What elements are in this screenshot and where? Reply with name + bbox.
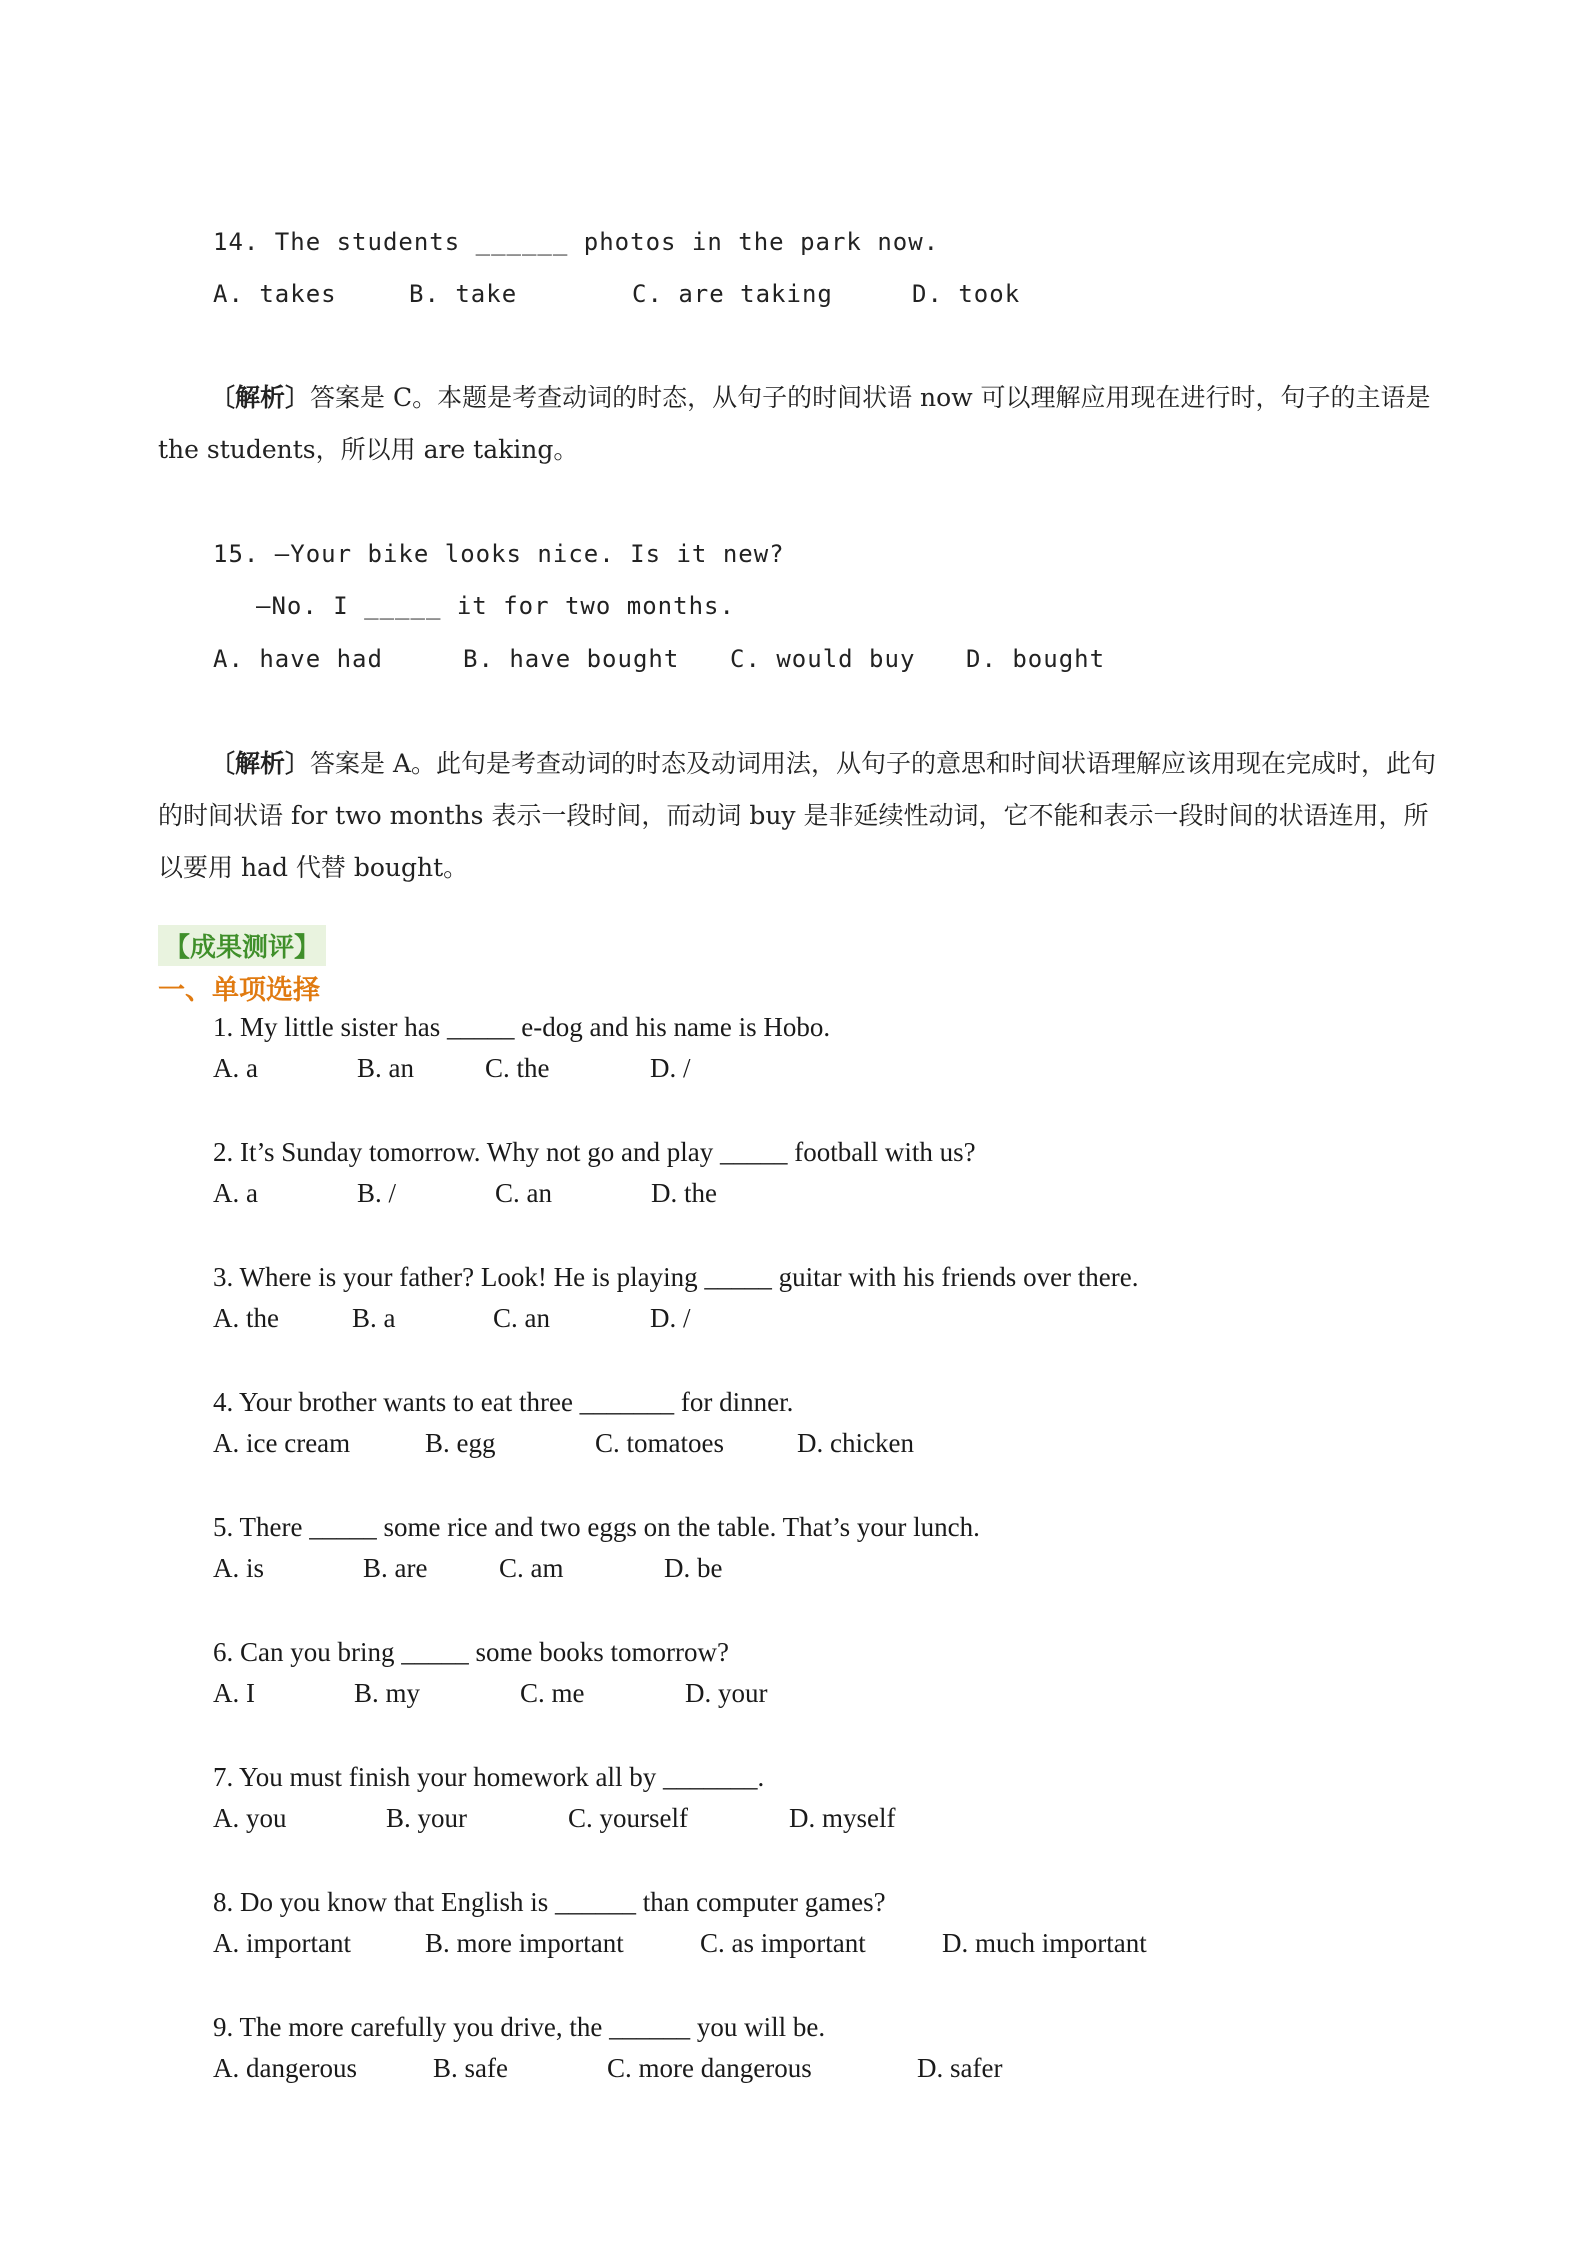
question-6-stem: 6. Can you bring _____ some books tomorrow?: [213, 1637, 729, 1667]
analysis-14-label: 〔解析〕: [210, 383, 311, 412]
question-7-option-a: A. you: [213, 1803, 287, 1833]
question-1-option-c: C. the: [485, 1053, 550, 1083]
question-4-option-a: A. ice cream: [213, 1428, 351, 1458]
question-4-option-d: D. chicken: [797, 1428, 914, 1458]
q14-option-b: B. take: [409, 280, 518, 308]
section-heading-single-choice: 一、单项选择: [158, 975, 320, 1006]
analysis-15-text: 答案是 A。此句是考查动词的时态及动词用法，从句子的意思和时间状语理解应该用现在完成时，此句的时间状语 for two months 表示一段时间，而动词 buy 是非延续性动词，它不能和表示一段时间的状语连用，所以要用 had 代替 bought。: [158, 749, 1437, 882]
question-3-option-a: A. the: [213, 1303, 279, 1333]
q14-stem: 14. The students ______ photos in the park now.: [213, 228, 940, 256]
question-6-option-b: B. my: [354, 1678, 421, 1708]
analysis-15: [158, 738, 1443, 894]
question-6-option-d: D. your: [685, 1678, 768, 1708]
question-2-option-d: D. the: [651, 1178, 717, 1208]
question-1-option-a: A. a: [213, 1053, 258, 1083]
question-3-option-c: C. an: [493, 1303, 550, 1333]
question-3-option-d: D. /: [650, 1303, 691, 1333]
q14-option-d: D. took: [912, 280, 1021, 308]
q15-option-a: A. have had: [213, 645, 383, 673]
question-5-stem: 5. There _____ some rice and two eggs on the table. That’s your lunch.: [213, 1512, 980, 1542]
question-5-option-d: D. be: [664, 1553, 723, 1583]
question-9-stem: 9. The more carefully you drive, the ______ you will be.: [213, 2012, 826, 2042]
question-1-stem: 1. My little sister has _____ e-dog and his name is Hobo.: [213, 1012, 831, 1042]
q15-option-c: C. would buy: [730, 645, 916, 673]
question-7-option-c: C. yourself: [568, 1803, 688, 1833]
question-1-option-d: D. /: [650, 1053, 691, 1083]
question-8-option-b: B. more important: [425, 1928, 624, 1958]
q14-option-c: C. are taking: [632, 280, 833, 308]
question-6-option-a: A. I: [213, 1678, 255, 1708]
question-7-stem: 7. You must finish your homework all by _______.: [213, 1762, 765, 1792]
question-7-option-b: B. your: [386, 1803, 467, 1833]
question-5-option-c: C. am: [499, 1553, 564, 1583]
question-7-option-d: D. myself: [789, 1803, 896, 1833]
question-8-option-d: D. much important: [942, 1928, 1147, 1958]
question-4-stem: 4. Your brother wants to eat three _______ for dinner.: [213, 1387, 794, 1417]
question-9-option-c: C. more dangerous: [607, 2053, 812, 2083]
analysis-14-text: 答案是 C。本题是考查动词的时态，从句子的时间状语 now 可以理解应用现在进行时，句子的主语是 the students，所以用 are taking。: [158, 383, 1431, 464]
question-2-stem: 2. It’s Sunday tomorrow. Why not go and play _____ football with us?: [213, 1137, 976, 1167]
section-label-results: 【成果测评】: [158, 925, 326, 966]
question-4-option-b: B. egg: [425, 1428, 496, 1458]
q15-line2: —No. I _____ it for two months.: [256, 592, 735, 620]
question-5-option-a: A. is: [213, 1553, 265, 1583]
question-3-stem: 3. Where is your father? Look! He is playing _____ guitar with his friends over there.: [213, 1262, 1139, 1292]
analysis-14: [158, 372, 1443, 476]
q14-option-a: A. takes: [213, 280, 337, 308]
question-9-option-b: B. safe: [433, 2053, 508, 2083]
question-3-option-b: B. a: [352, 1303, 396, 1333]
question-8-option-a: A. important: [213, 1928, 351, 1958]
question-6-option-c: C. me: [520, 1678, 585, 1708]
question-8-stem: 8. Do you know that English is ______ than computer games?: [213, 1887, 886, 1917]
q15-option-b: B. have bought: [463, 645, 680, 673]
question-2-option-b: B. /: [357, 1178, 397, 1208]
q15-option-d: D. bought: [966, 645, 1106, 673]
question-2-option-a: A. a: [213, 1178, 258, 1208]
question-9-option-a: A. dangerous: [213, 2053, 357, 2083]
analysis-15-label: 〔解析〕: [210, 749, 311, 778]
q15-line1: 15. —Your bike looks nice. Is it new?: [213, 540, 785, 568]
question-1-option-b: B. an: [357, 1053, 414, 1083]
question-8-option-c: C. as important: [700, 1928, 866, 1958]
question-2-option-c: C. an: [495, 1178, 552, 1208]
question-9-option-d: D. safer: [917, 2053, 1003, 2083]
question-5-option-b: B. are: [363, 1553, 428, 1583]
question-4-option-c: C. tomatoes: [595, 1428, 724, 1458]
